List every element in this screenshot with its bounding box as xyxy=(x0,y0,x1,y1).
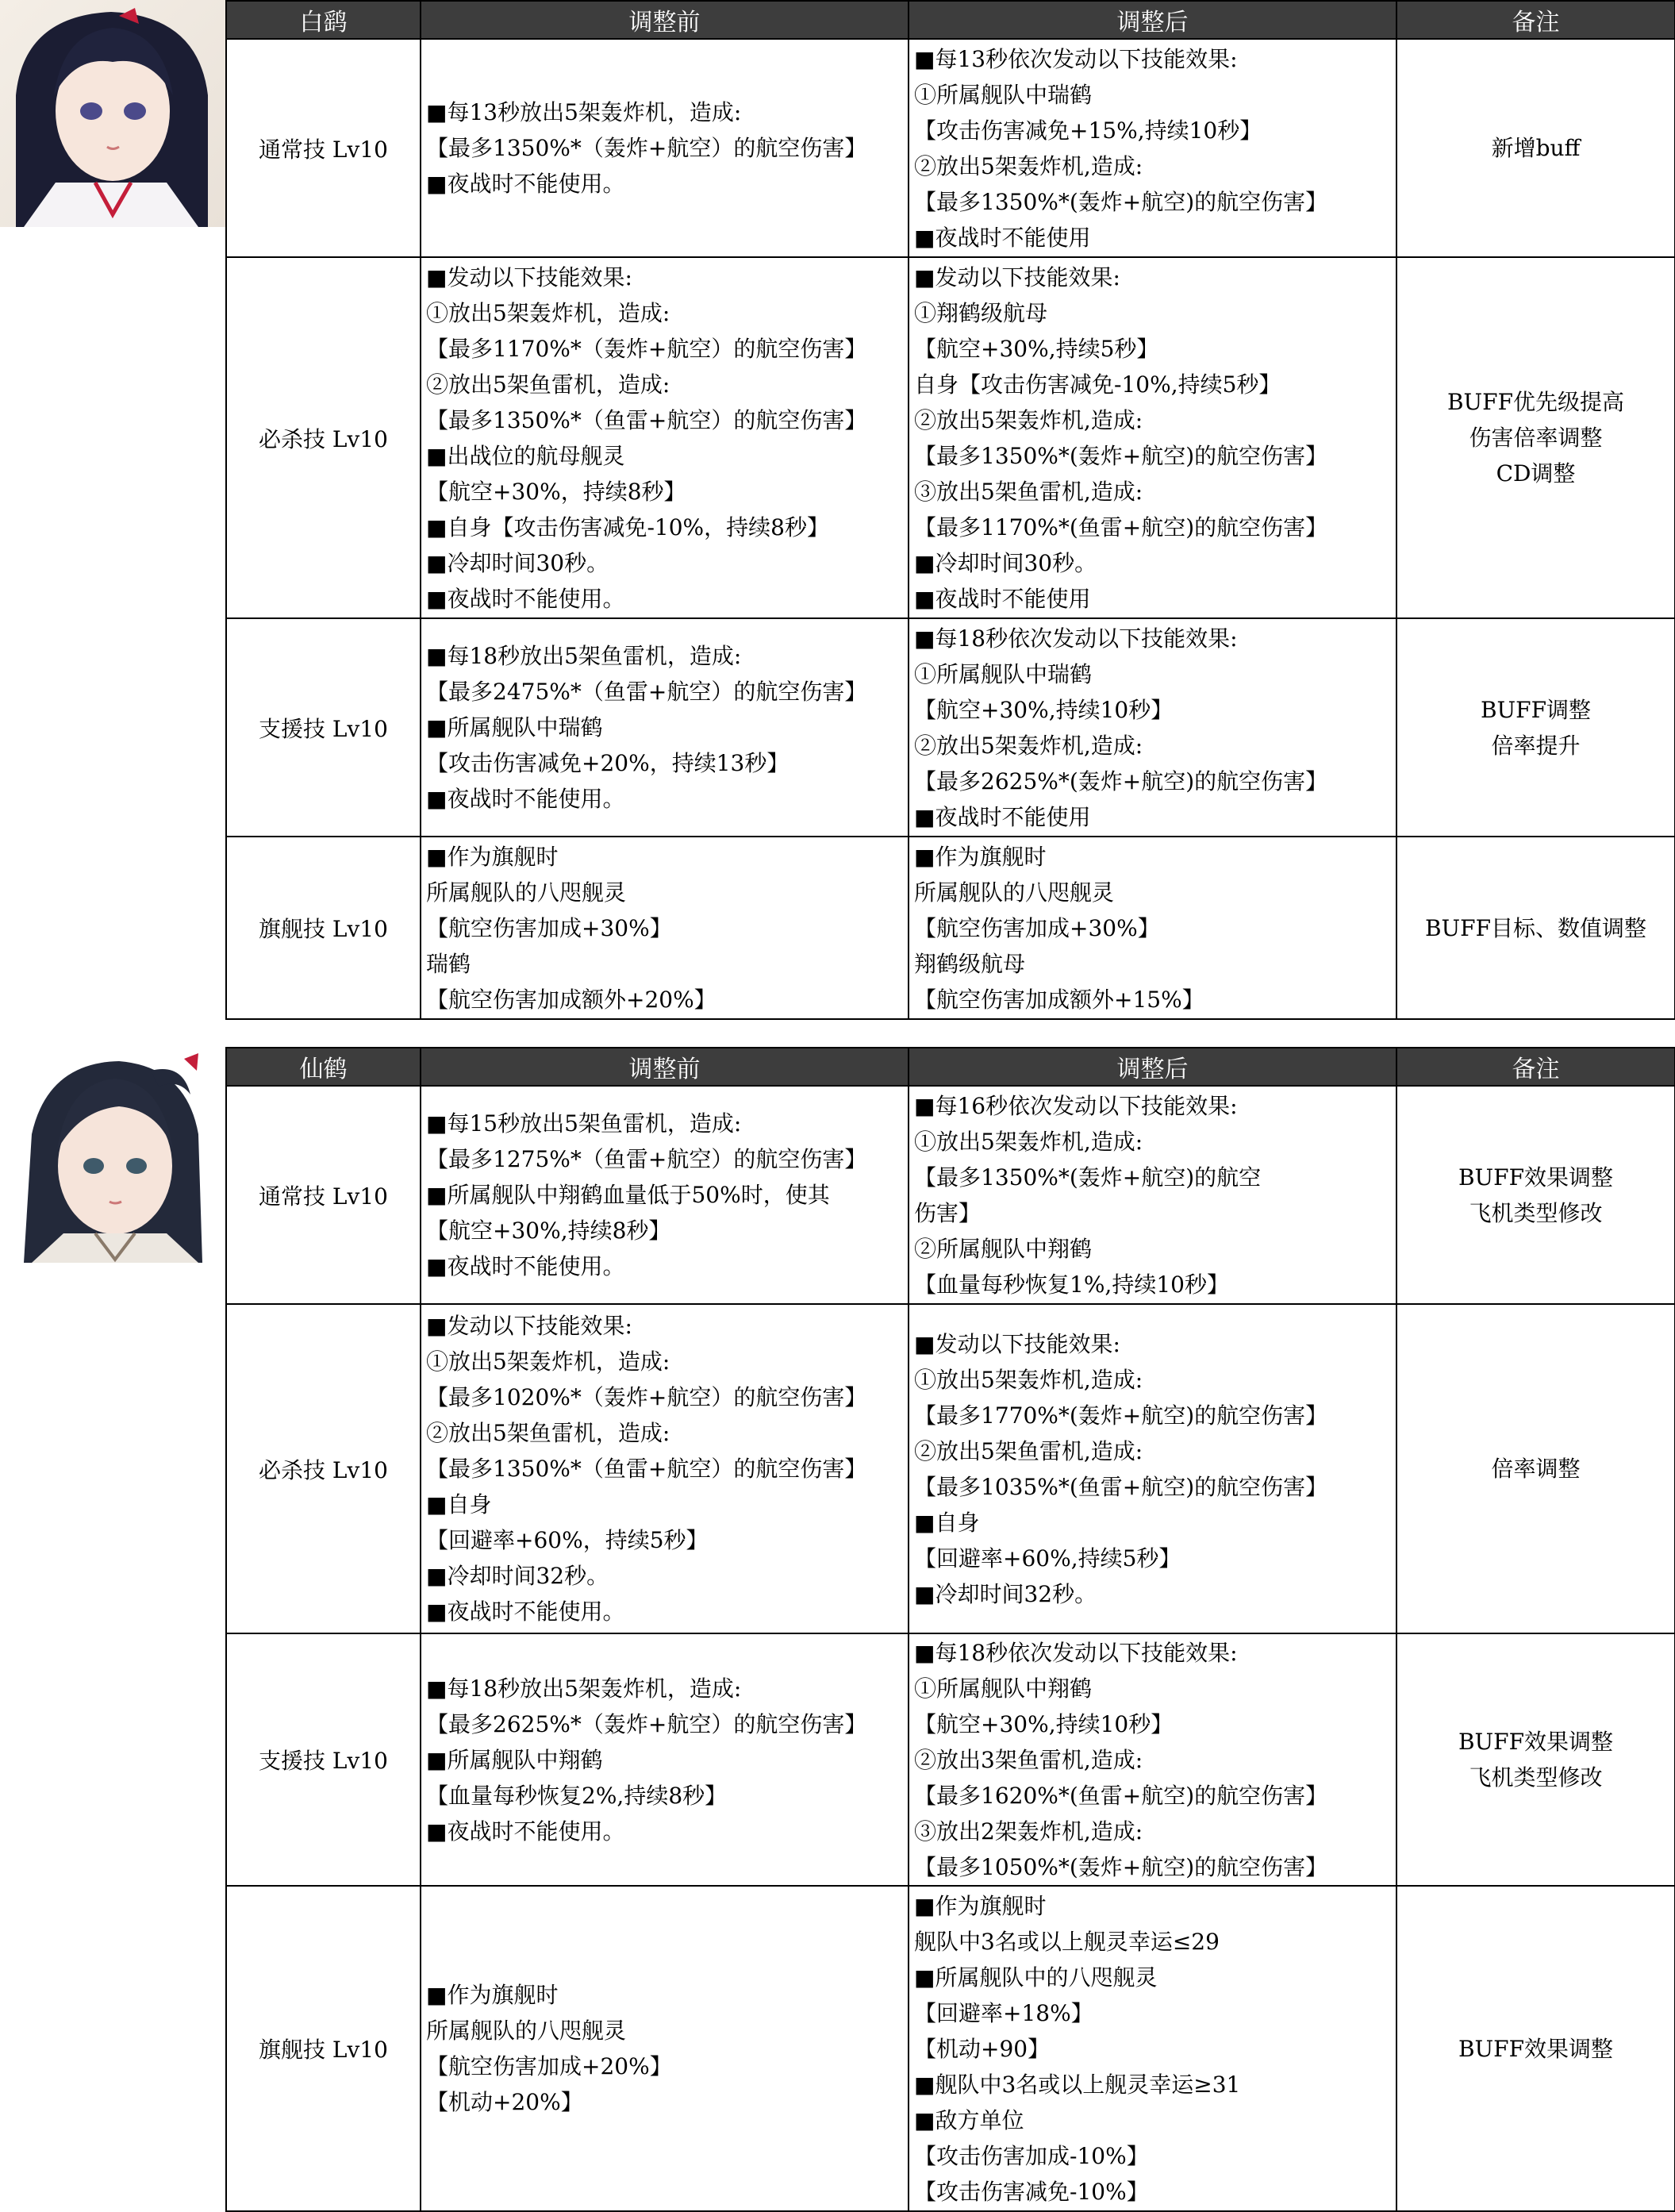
effect-line: 【最多2475%*（鱼雷+航空）的航空伤害】 xyxy=(426,679,867,705)
effect-line: 【攻击伤害减免-10%】 xyxy=(914,2178,1149,2205)
effect-line: ②放出5架轰炸机,造成: xyxy=(914,732,1143,759)
effect-line: 【最多1350%*（轰炸+航空）的航空伤害】 xyxy=(426,135,867,161)
skill-name: 支援技 Lv10 xyxy=(226,1633,421,1886)
effect-line: ■夜战时不能使用 xyxy=(914,224,1091,251)
effect-line: ②所属舰队中翔鹤 xyxy=(914,1235,1093,1262)
skill-after-cell xyxy=(909,39,1396,257)
note-line: BUFF优先级提高 xyxy=(1446,389,1625,415)
effect-line: ■夜战时不能使用。 xyxy=(426,1253,625,1279)
effect-line: 【航空+30%,持续10秒】 xyxy=(914,1710,1174,1737)
effect-line: ■夜战时不能使用。 xyxy=(426,786,625,812)
effect-line: ■舰队中3名或以上舰灵幸运≥31 xyxy=(914,2071,1241,2098)
skill-after-cell xyxy=(909,1304,1396,1633)
note-line: 新增buff xyxy=(1491,135,1581,161)
note-line: 倍率提升 xyxy=(1491,732,1581,759)
effect-line: ■每18秒放出5架轰炸机，造成: xyxy=(426,1675,742,1702)
effect-line: ③放出5架鱼雷机,造成: xyxy=(914,478,1143,505)
effect-line: 【最多2625%*(轰炸+航空)的航空伤害】 xyxy=(914,767,1328,794)
skill-after-cell xyxy=(909,1886,1396,2211)
effect-line: ■夜战时不能使用。 xyxy=(426,1818,625,1845)
effect-line: 【机动+90】 xyxy=(914,2035,1051,2062)
effect-line: 所属舰队的八咫舰灵 xyxy=(426,879,627,906)
skill-before-cell xyxy=(421,39,909,257)
effect-line: ■冷却时间30秒。 xyxy=(914,549,1097,576)
effect-line: ■自身【攻击伤害减免-10%，持续8秒】 xyxy=(426,514,829,540)
table-row xyxy=(226,1086,1675,1304)
note-cell xyxy=(1396,257,1675,618)
effect-line: 【攻击伤害减免+20%，持续13秒】 xyxy=(426,750,789,776)
skill-name: 通常技 Lv10 xyxy=(226,39,421,257)
effect-line: ■自身 xyxy=(914,1509,980,1536)
note-line: 飞机类型修改 xyxy=(1469,1199,1603,1226)
effect-line: ①所属舰队中瑞鹤 xyxy=(914,660,1093,687)
effect-line: ■每16秒依次发动以下技能效果: xyxy=(914,1092,1238,1119)
header-character: 仙鹤 xyxy=(226,1048,421,1086)
effect-line: ■夜战时不能使用。 xyxy=(426,171,625,197)
table-row xyxy=(226,39,1675,257)
skill-after-cell xyxy=(909,837,1396,1019)
header-note: 备注 xyxy=(1396,1,1675,39)
character-portrait-1 xyxy=(0,0,225,227)
note-line: BUFF调整 xyxy=(1480,696,1592,723)
effect-line: 翔鹤级航母 xyxy=(914,950,1026,977)
effect-line: ■夜战时不能使用。 xyxy=(426,1598,625,1625)
note-line: 倍率调整 xyxy=(1491,1456,1581,1482)
effect-line: ■发动以下技能效果: xyxy=(426,1313,632,1339)
skill-name: 通常技 Lv10 xyxy=(226,1086,421,1304)
effect-line: 【航空伤害加成+20%】 xyxy=(426,2053,672,2079)
skill-before-cell xyxy=(421,257,909,618)
note-line: 飞机类型修改 xyxy=(1469,1764,1603,1791)
table-row xyxy=(226,1886,1675,2211)
effect-line: ■作为旗舰时 xyxy=(426,843,559,870)
effect-line: 瑞鹤 xyxy=(426,950,471,977)
effect-line: ■敌方单位 xyxy=(914,2106,1024,2133)
effect-line: 【最多1350%*(轰炸+航空)的航空 xyxy=(914,1164,1262,1191)
effect-line: ■出战位的航母舰灵 xyxy=(426,442,625,469)
effect-line: ■每13秒放出5架轰炸机，造成: xyxy=(426,99,742,125)
effect-line: 【机动+20%】 xyxy=(426,2089,583,2115)
effect-line: 舰队中3名或以上舰灵幸运≤29 xyxy=(914,1928,1220,1955)
effect-line: 【攻击伤害减免+15%,持续10秒】 xyxy=(914,117,1262,144)
skill-after-cell xyxy=(909,257,1396,618)
effect-line: 【航空伤害加成额外+15%】 xyxy=(914,986,1204,1013)
effect-line: 【最多1050%*(轰炸+航空)的航空伤害】 xyxy=(914,1853,1328,1880)
effect-line: 【最多1350%*（鱼雷+航空）的航空伤害】 xyxy=(426,406,867,433)
effect-line: 【最多1275%*（鱼雷+航空）的航空伤害】 xyxy=(426,1146,867,1172)
effect-line: ■冷却时间32秒。 xyxy=(914,1580,1097,1607)
effect-line: 【最多1350%*（鱼雷+航空）的航空伤害】 xyxy=(426,1456,867,1482)
skill-name: 必杀技 Lv10 xyxy=(226,1304,421,1633)
note-cell xyxy=(1396,837,1675,1019)
effect-line: 【最多1620%*(鱼雷+航空)的航空伤害】 xyxy=(914,1782,1328,1809)
effect-line: ①所属舰队中翔鹤 xyxy=(914,1675,1093,1702)
effect-line: 【最多2625%*（轰炸+航空）的航空伤害】 xyxy=(426,1710,867,1737)
skill-after-cell xyxy=(909,1633,1396,1886)
effect-line: ■每18秒依次发动以下技能效果: xyxy=(914,1639,1238,1666)
effect-line: ■发动以下技能效果: xyxy=(914,264,1120,290)
header-after: 调整后 xyxy=(909,1,1396,39)
effect-line: 【最多1350%*(轰炸+航空)的航空伤害】 xyxy=(914,188,1328,215)
effect-line: ②放出5架鱼雷机，造成: xyxy=(426,371,670,398)
effect-line: ■所属舰队中翔鹤 xyxy=(426,1746,603,1773)
skill-before-cell xyxy=(421,1886,909,2211)
skill-before-cell xyxy=(421,1304,909,1633)
effect-line: ①所属舰队中瑞鹤 xyxy=(914,81,1093,108)
note-line: BUFF效果调整 xyxy=(1458,1729,1614,1755)
effect-line: 伤害】 xyxy=(914,1199,982,1226)
header-after: 调整后 xyxy=(909,1048,1396,1086)
note-cell xyxy=(1396,39,1675,257)
skill-after-cell xyxy=(909,618,1396,837)
effect-line: ■每18秒依次发动以下技能效果: xyxy=(914,625,1238,652)
effect-line: ■夜战时不能使用 xyxy=(914,803,1091,830)
effect-line: 【航空+30%，持续8秒】 xyxy=(426,478,686,505)
effect-line: ③放出2架轰炸机,造成: xyxy=(914,1818,1143,1845)
note-line: BUFF目标、数值调整 xyxy=(1424,914,1647,941)
skill-before-cell xyxy=(421,837,909,1019)
effect-line: ②放出5架鱼雷机，造成: xyxy=(426,1420,670,1446)
effect-line: 【回避率+60%,持续5秒】 xyxy=(914,1545,1181,1571)
header-character: 白鹞 xyxy=(226,1,421,39)
effect-line: ■作为旗舰时 xyxy=(426,1982,559,2008)
effect-line: ■发动以下技能效果: xyxy=(914,1330,1120,1357)
effect-line: 所属舰队的八咫舰灵 xyxy=(426,2018,627,2044)
effect-line: ■冷却时间30秒。 xyxy=(426,549,609,576)
table-row xyxy=(226,257,1675,618)
effect-line: 【血量每秒恢复2%,持续8秒】 xyxy=(426,1782,728,1809)
effect-line: 所属舰队的八咫舰灵 xyxy=(914,879,1115,906)
header-note: 备注 xyxy=(1396,1048,1675,1086)
effect-line: 自身【攻击伤害减免-10%,持续5秒】 xyxy=(914,371,1281,398)
effect-line: 【最多1035%*(鱼雷+航空)的航空伤害】 xyxy=(914,1473,1328,1500)
effect-line: 【回避率+60%，持续5秒】 xyxy=(426,1527,709,1553)
skill-name: 支援技 Lv10 xyxy=(226,618,421,837)
effect-line: 【最多1170%*（轰炸+航空）的航空伤害】 xyxy=(426,335,867,362)
effect-line: 【攻击伤害加成-10%】 xyxy=(914,2142,1149,2169)
note-cell xyxy=(1396,1633,1675,1886)
effect-line: 【航空+30%,持续5秒】 xyxy=(914,335,1159,362)
skill-before-cell xyxy=(421,618,909,837)
table-header-row xyxy=(226,1048,1675,1086)
header-before: 调整前 xyxy=(421,1048,909,1086)
effect-line: ②放出5架轰炸机,造成: xyxy=(914,152,1143,179)
note-line: BUFF效果调整 xyxy=(1458,2035,1614,2062)
skill-name: 旗舰技 Lv10 xyxy=(226,837,421,1019)
effect-line: ②放出5架鱼雷机,造成: xyxy=(914,1437,1143,1464)
effect-line: 【航空伤害加成+30%】 xyxy=(426,914,672,941)
effect-line: ■作为旗舰时 xyxy=(914,843,1047,870)
effect-line: ■夜战时不能使用 xyxy=(914,585,1091,612)
effect-line: 【航空+30%,持续8秒】 xyxy=(426,1218,671,1244)
effect-line: 【最多1170%*(鱼雷+航空)的航空伤害】 xyxy=(914,514,1328,540)
effect-line: ■冷却时间32秒。 xyxy=(426,1563,609,1589)
effect-line: 【航空+30%,持续10秒】 xyxy=(914,696,1174,723)
skill-before-cell xyxy=(421,1633,909,1886)
effect-line: ②放出3架鱼雷机,造成: xyxy=(914,1746,1143,1773)
effect-line: 【回避率+18%】 xyxy=(914,1999,1093,2026)
effect-line: ■作为旗舰时 xyxy=(914,1892,1047,1919)
table-row xyxy=(226,837,1675,1019)
table-row xyxy=(226,618,1675,837)
note-cell xyxy=(1396,1304,1675,1633)
header-before: 调整前 xyxy=(421,1,909,39)
note-cell xyxy=(1396,1086,1675,1304)
effect-line: 【最多1770%*(轰炸+航空)的航空伤害】 xyxy=(914,1402,1328,1429)
effect-line: 【最多1020%*（轰炸+航空）的航空伤害】 xyxy=(426,1384,867,1410)
effect-line: ■自身 xyxy=(426,1491,492,1518)
effect-line: ■所属舰队中翔鹤血量低于50%时，使其 xyxy=(426,1182,830,1208)
effect-line: ■所属舰队中的八咫舰灵 xyxy=(914,1964,1158,1991)
effect-line: ①翔鹤级航母 xyxy=(914,299,1048,326)
effect-line: ①放出5架轰炸机,造成: xyxy=(914,1366,1143,1393)
table-row xyxy=(226,1633,1675,1886)
note-cell xyxy=(1396,618,1675,837)
note-line: CD调整 xyxy=(1496,460,1576,487)
effect-line: ①放出5架轰炸机，造成: xyxy=(426,299,670,326)
effect-line: 【航空伤害加成+30%】 xyxy=(914,914,1160,941)
effect-line: 【最多1350%*(轰炸+航空)的航空伤害】 xyxy=(914,442,1328,469)
table-header-row xyxy=(226,1,1675,39)
skill-name: 必杀技 Lv10 xyxy=(226,257,421,618)
table-row xyxy=(226,1304,1675,1633)
effect-line: ■夜战时不能使用。 xyxy=(426,585,625,612)
effect-line: ■所属舰队中瑞鹤 xyxy=(426,714,603,741)
note-cell xyxy=(1396,1886,1675,2211)
skill-before-cell xyxy=(421,1086,909,1304)
skill-after-cell xyxy=(909,1086,1396,1304)
effect-line: 【航空伤害加成额外+20%】 xyxy=(426,986,716,1013)
effect-line: ■每18秒放出5架鱼雷机，造成: xyxy=(426,643,742,669)
effect-line: ①放出5架轰炸机，造成: xyxy=(426,1348,670,1375)
effect-line: ■发动以下技能效果: xyxy=(426,264,632,290)
character-portrait-2 xyxy=(0,1047,225,1263)
effect-line: ②放出5架轰炸机,造成: xyxy=(914,406,1143,433)
effect-line: ■每15秒放出5架鱼雷机，造成: xyxy=(426,1110,742,1137)
effect-line: ■每13秒依次发动以下技能效果: xyxy=(914,45,1238,72)
note-line: 伤害倍率调整 xyxy=(1469,425,1603,451)
skill-table-2 xyxy=(225,1047,1675,2212)
skill-name: 旗舰技 Lv10 xyxy=(226,1886,421,2211)
effect-line: ①放出5架轰炸机,造成: xyxy=(914,1128,1143,1155)
note-line: BUFF效果调整 xyxy=(1458,1164,1614,1191)
skill-table-1 xyxy=(225,0,1675,1020)
effect-line: 【血量每秒恢复1%,持续10秒】 xyxy=(914,1271,1229,1298)
